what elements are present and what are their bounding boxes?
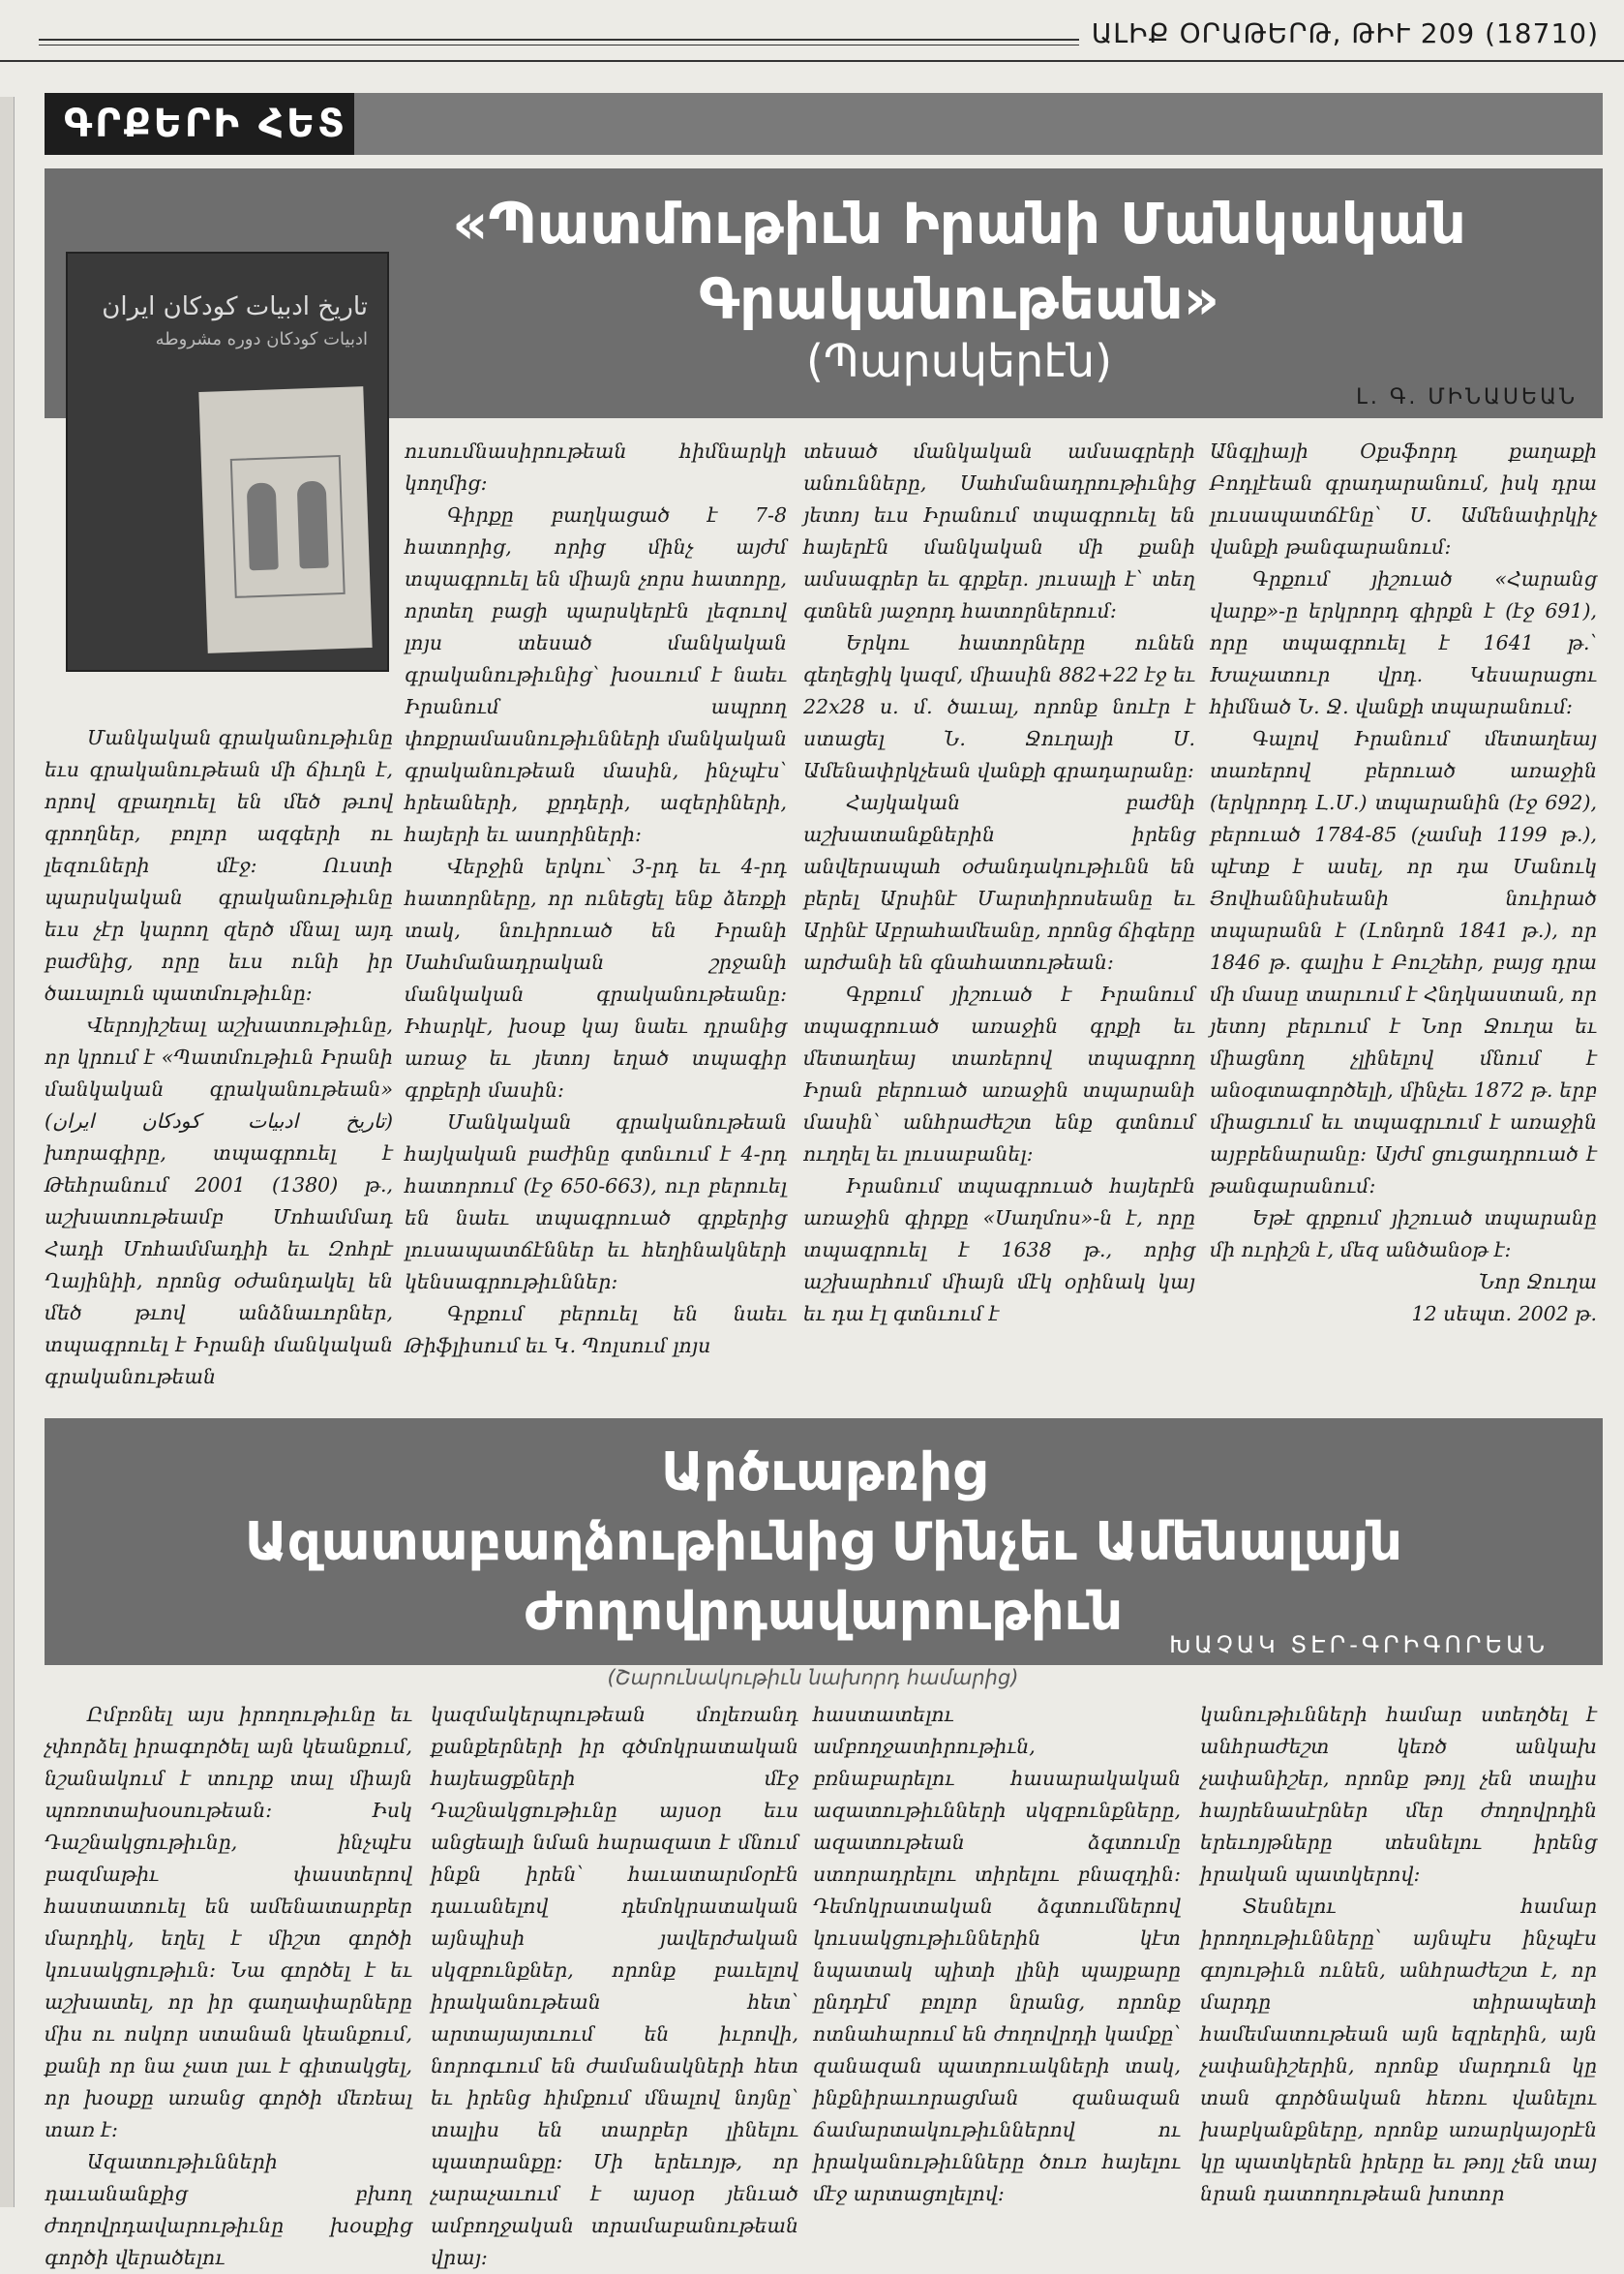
book-cover-title: تاریخ ادبیات کودکان ایران xyxy=(102,292,368,321)
paragraph: Երկու հատորները ունեն գեղեցիկ կազմ, միասին 882+22 էջ եւ 22x28 ս. մ. ծաւալ, որոնք նուէր է ստացել Ն. Ջուղայի Ս. Ամենափրկչեան վանքի գրադարանը: xyxy=(803,631,1195,782)
paragraph: Գրքում յիշուած «Հարանց վարք»-ը երկրորդ գիրքն է (էջ 691), որը տպագրուել է 1641 թ.՝ Խաչատուր վրդ. Կեսարացու հիմնած Ն. Ջ. վանքի տպարանում: xyxy=(1210,567,1597,718)
masthead xyxy=(0,0,1624,62)
book-cover-subtitle: ادبیات کودکان دوره مشروطه xyxy=(155,329,368,349)
article1-column-4 xyxy=(1210,436,1597,1413)
article1-column-1 xyxy=(45,722,393,1419)
paragraph: Մանկական գրականութիւնը եւս գրականութեան մի ճիւղն է, որով զբաղուել են մեծ թւով գրողներ, բոլոր ազգերի ու լեզուների մէջ: Ուստի պարսկական գրականութիւնը եւս չէր կարող զերծ մնալ այդ բաժնից, որը եւս ունի իր ծաւալուն պատմութիւնը: xyxy=(45,726,393,1005)
article2-column-4 xyxy=(1200,1699,1597,2222)
article2-title-line-1: Արծւաթռից xyxy=(661,1441,986,1502)
article2-title xyxy=(83,1438,1564,1647)
article1-column-2 xyxy=(405,436,787,1413)
section-tag: ԳՐՔԵՐԻ ՀԵՏ xyxy=(45,93,354,155)
continued-note: (Շարունակութիւն նախորդ համարից) xyxy=(607,1666,1019,1689)
book-cover-manuscript xyxy=(198,386,372,653)
article1-author: Լ. Գ. ՄԻՆԱՍԵԱՆ xyxy=(1356,385,1578,409)
article2-column-1 xyxy=(45,1699,412,2269)
paragraph: Ըմբռնել այս իրողութիւնը եւ չփորձել իրագործել այն կեանքում, նշանակում է տուրք տալ միայն պոռոտախօսութեան: Իսկ Դաշնակցութիւնը, ինչպէս բազմաթիւ փաստերով հաստատուել են ամենատարբեր մարդիկ, եղել է միշտ գործի կուսակցութիւն: Նա գործել է եւ աշխատել, որ իր գաղափարները միս ու ոսկոր ստանան կեանքում, քանի որ նա չատ լաւ է գիտակցել, որ խօսքը առանց գործի մեռեալ տառ է: xyxy=(45,1703,412,2141)
dateline-place: Նոր Ջուղա xyxy=(1478,1270,1597,1293)
paragraph: Ազատութիւնների դաւանանքից բխող ժողովրդավարութիւնը խօսքից գործի վերածելու xyxy=(45,2150,412,2269)
article1-subtitle: (Պարսկերէն) xyxy=(805,335,1113,387)
article2-title-line-2: Ազատաբաղձութիւնից Մինչեւ Ամենալայն xyxy=(245,1511,1402,1572)
section-bar xyxy=(354,93,1603,155)
paragraph: Անգլիայի Օքսֆորդ քաղաքի Բոդլէեան գրադարանում, իսկ դրա լուսապատճէնը՝ Ս. Ամենափրկիչ վանքի թանգարանում: xyxy=(1210,440,1597,559)
paragraph: հաստատելու ամբողջատիրութիւն, բռնաբարելու հասարակական ազատութիւնների սկզբունքները, ազատութեան ձգտումը ստորադրելու տիրելու բնազդին: Դեմոկրատական ձգտումներով կուսակցութիւններին կէտ նպատակ պիտի լինի պայքարը ընդդէմ բոլոր նրանց, որոնք ոտնահարում են ժողովրդի կամքը՝ զանազան պատրուակների տակ, ինքնիրաւորացման զանազան ճամարտակութիւններով ու իրականութիւնները ծուռ հայելու մէջ արտացոլելով: xyxy=(813,1703,1181,2205)
article2-column-2 xyxy=(431,1699,798,2269)
paragraph: Իրանում տպագրուած հայերէն առաջին գիրքը «Սաղմոս»-ն է, որը տպագրուել է 1638 թ., որից աշխարհում միայն մէկ օրինակ կայ եւ դա էլ գտնւում է xyxy=(803,1174,1195,1325)
paragraph: Տեսնելու համար իրողութիւնները՝ այնպէս ինչպէս գոյութիւն ունեն, անհրաժեշտ է, որ մարդը տիրապետի համեմատութեան այն եզրերին, այն չափանիշերին, որոնք մարդուն կը տան գործնական հեռու վանելու խաբկանքները, որոնք առարկայօրէն կը պատկերեն իրերը եւ թոյլ չեն տայ նրան դատողութեան խոտոր xyxy=(1200,1895,1597,2205)
masthead-rule xyxy=(39,39,1079,41)
paragraph: Վերոյիշեալ աշխատութիւնը, որ կրում է «Պատմութիւն Իրանի մանկական գրականութեան» (تاریخ ادبیات کودکان ایران) խորագիրը, տպագրուել է Թեհրանում 2001 (1380) թ., աշխատութեամբ Մոհամմադ Հադի Մոհամմադիի եւ Զոհրէ Ղայինիի, որոնց օժանդակել են մեծ թւով անձնաւորներ, տպագրուել է Իրանի մանկական գրականութեան xyxy=(45,1014,393,1388)
article1-column-3 xyxy=(803,436,1195,1413)
manuscript-illustration xyxy=(230,455,346,598)
article2-author: ԽԱՉԱԿ ՏԷՐ-ԳՐԻԳՈՐԵԱՆ xyxy=(1169,1631,1549,1658)
article2-title-line-3: Ժողովրդավարութիւն xyxy=(524,1581,1124,1642)
paragraph: Եթէ գրքում յիշուած տպարանը մի ուրիշն է, մեզ անծանօթ է: xyxy=(1210,1206,1597,1261)
book-cover-image xyxy=(68,254,387,670)
article2-header xyxy=(45,1418,1603,1665)
dateline-date: 12 սեպտ. 2002 թ. xyxy=(1411,1302,1597,1325)
paragraph: Գիրքը բաղկացած է 7-8 հատորից, որից մինչ այժմ տպագրուել են միայն չորս հատորը, որտեղ բացի պարսկերէն լեզուով լոյս տեսած մանկական գրականութիւնից՝ խօսւում է նաեւ Իրանում ապրող փոքրամասնութիւնների մանկական գրականութեան մասին, ինչպէս՝ հրեաների, քրդերի, ազերիների, հայերի եւ ասորիների: xyxy=(405,503,787,846)
article2-column-3 xyxy=(813,1699,1181,2222)
paragraph: Գալով Իրանում մետաղեայ տառերով բերուած առաջին (երկրորդ Լ.Մ.) տպարանին (էջ 692), բերուած 1784-85 (չամսի 1199 թ.), պէտք է ասել, որ դա Մանուկ Յովհաննիսեանի նուիրած տպարանն է (Լոնդոն 1841 թ.), որ 1846 թ. գալիս է Բուշեհր, բայց դրա մի մասը տարւում է Հնդկաստան, որ յետոյ բերւում է Նոր Ջուղա եւ միացնող չլինելով մնում է անօգտագործելի, մինչեւ 1872 թ. երբ միացւում եւ տպագրւում է առաջին այբբենարանը: Այժմ ցուցադրուած է թանգարանում: xyxy=(1210,727,1597,1198)
paragraph: կազմակերպութեան մոլեռանդ քանքերների իր գծմոկրատական հայեացքների մէջ Դաշնակցութիւնը այսօր եւս անցեալի նման հարազատ է մնում ինքն իրեն՝ հաւատարմօրէն դաւանելով դեմոկրատական այնպիսի յավերժական սկզբունքներ, որոնք բաւելով իրականութեան հետ՝ արտայայտւում են իւրովի, նորոգւում են ժամանակների հետ եւ իրենց հիմքում մնալով նոյնը՝ տալիս են տարբեր լինելու պատրանքը: Մի երեւոյթ, որ չարաչաւում է այսօր յենւած ամբողջական տրամաբանութեան վրայ: xyxy=(431,1703,798,2269)
paragraph: Գրքում բերուել են նաեւ Թիֆլիսում եւ Կ. Պոլսում լոյս xyxy=(405,1302,787,1357)
margin-strip xyxy=(0,97,15,2207)
paragraph: կանութիւնների համար ստեղծել է անհրաժեշտ կեռծ անկախ չափանիշեր, որոնք թոյլ չեն տալիս հայրենասէրներ մեր ժողովրդին երեւոյթները տեսնելու իրենց իրական պատկերով: xyxy=(1200,1703,1597,1886)
paragraph: ուսումնասիրութեան հիմնարկի կողմից: xyxy=(405,440,787,495)
paragraph: Վերջին երկու՝ 3-րդ եւ 4-րդ հատորները, որ ունեցել ենք ձեռքի տակ, նուիրուած են Իրանի Սահմանադրական շրջանի մանկական գրականութեանը: Իհարկէ, խօսք կայ նաեւ դրանից առաջ եւ յետոյ եղած տպագիր գրքերի մասին: xyxy=(405,855,787,1102)
paragraph: Հայկական բաժնի աշխատանքներին իրենց անվերապահ օժանդակութիւնն են բերել Արսինէ Մարտիրոսեանը եւ Արինէ Աբրահամեանը, որոնց ճիգերը արժանի են գնահատութեան: xyxy=(803,791,1195,974)
issue-label: ԱԼԻՔ ՕՐԱԹԵՐԹ, ԹԻՒ 209 (18710) xyxy=(1091,17,1599,49)
paragraph: Գրքում յիշուած է Իրանում տպագրուած առաջին գրքի եւ մետաղեայ տառերով տպագրող Իրան բերուած առաջին տպարանի մասին՝ անհրաժեշտ ենք գտնում ուղղել եւ լուսաբանել: xyxy=(803,983,1195,1166)
paragraph: տեսած մանկական ամսագրերի անունները, Սահմանադրութիւնից յետոյ եւս Իրանում տպագրուել են հայերէն մանկական մի քանի ամսագրեր եւ գրքեր. յուսալի է՝ տեղ գտնեն յաջորդ հատորներում: xyxy=(803,440,1195,622)
article1-title: «Պատմութիւն Իրանի Մանկական Գրականութեան» xyxy=(452,191,1466,332)
paragraph: Մանկական գրականութեան հայկական բաժինը գտնւում է 4-րդ հատորում (էջ 650-663), ուր բերուել են նաեւ տպագրուած գրքերից լուսապատճէններ եւ հեղինակների կենսագրութիւններ: xyxy=(405,1110,787,1293)
